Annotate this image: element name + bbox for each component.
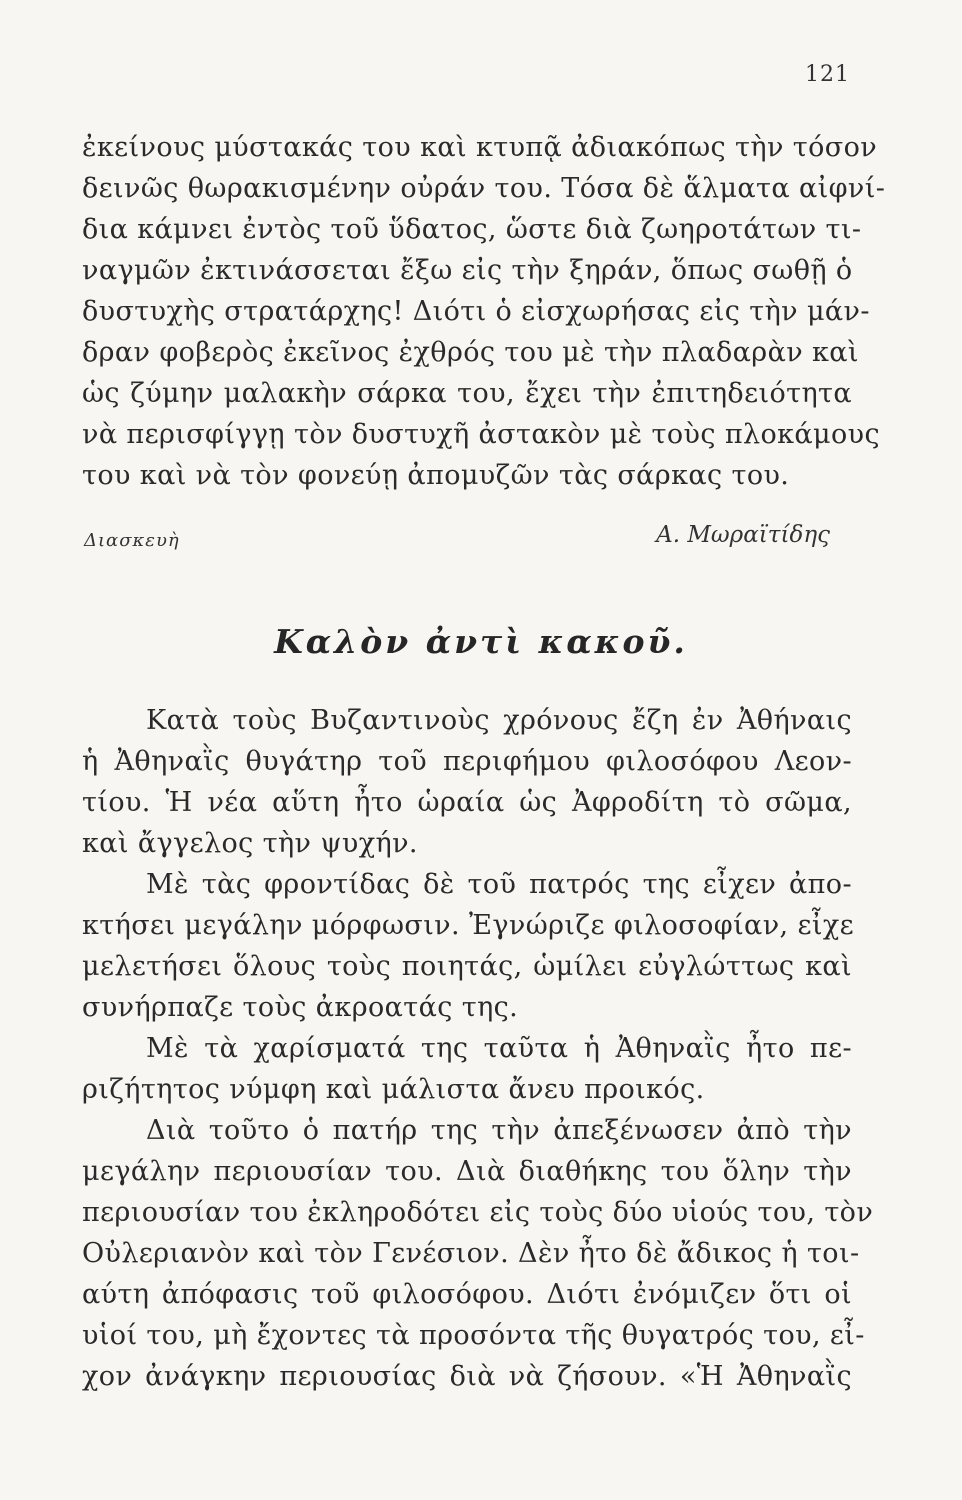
text-line: δεινῶς θωρακισμένην οὐράν του. Τόσα δὲ ἅλματα αἰφνί- (82, 173, 886, 204)
text-line: κτήσει μεγάλην μόρφωσιν. Ἐγνώριζε φιλοσοφίαν, εἶχε (82, 910, 854, 941)
text-line: καὶ ἄγγελος τὴν ψυχήν. (82, 828, 418, 859)
text-line: ναγμῶν ἐκτινάσσεται ἔξω εἰς τὴν ξηράν, ὅπως σωθῇ ὁ (82, 255, 853, 286)
text-line: Κατὰ τοὺς Βυζαντινοὺς χρόνους ἔζη ἐν Ἀθήναις (146, 705, 852, 736)
text-line: ριζήτητος νύμφη καὶ μάλιστα ἄνευ προικός. (82, 1074, 705, 1105)
text-line: χον ἀνάγκην περιουσίας διὰ νὰ ζήσουν. «Ἡ Ἀθηναῒς (82, 1361, 852, 1392)
adaptation-label: Διασκευὴ (84, 530, 180, 551)
text-line: τίου. Ἡ νέα αὕτη ἦτο ὡραία ὡς Ἀφροδίτη τὸ σῶμα, (82, 787, 852, 818)
text-line: του καὶ νὰ τὸν φονεύῃ ἀπομυζῶν τὰς σάρκας του. (82, 460, 790, 491)
text-line: αύτη ἀπόφασις τοῦ φιλοσόφου. Διότι ἐνόμιζεν ὅτι οἱ (82, 1279, 852, 1310)
text-line: Μὲ τὰ χαρίσματά της ταῦτα ἡ Ἀθηναῒς ἦτο πε- (146, 1033, 852, 1064)
text-line: συνήρπαζε τοὺς ἀκροατάς της. (82, 992, 519, 1023)
previous-story-text (82, 127, 886, 496)
text-line: νὰ περισφίγγῃ τὸν δυστυχῆ ἀστακὸν μὲ τοὺς πλοκάμους (82, 419, 880, 450)
text-line: ἐκείνους μύστακάς του καὶ κτυπᾷ ἀδιακόπως τὴν τόσον (82, 132, 878, 163)
author-name: Α. Μωραϊτίδης (656, 522, 830, 548)
text-line: δυστυχὴς στρατάρχης! Διότι ὁ εἰσχωρήσας εἰς τὴν μάν- (82, 296, 870, 327)
text-line: δια κάμνει ἐντὸς τοῦ ὕδατος, ὥστε διὰ ζωηροτάτων τι- (82, 214, 862, 245)
text-line: περιουσίαν του ἐκληροδότει εἰς τοὺς δύο υἱούς του, τὸν (82, 1197, 874, 1228)
text-line: Διὰ τοῦτο ὁ πατήρ της τὴν ἀπεξένωσεν ἀπὸ τὴν (146, 1115, 852, 1146)
page-number: 121 (805, 62, 850, 87)
text-line: ὡς ζύμην μαλακὴν σάρκα του, ἔχει τὴν ἐπιτηδειότητα (82, 378, 852, 409)
text-line: μελετήσει ὅλους τοὺς ποιητάς, ὡμίλει εὐγλώττως καὶ (82, 951, 852, 982)
attribution-row (82, 520, 852, 560)
story-text (82, 700, 874, 1397)
story-title: Καλὸν ἀντὶ κακοῦ. (274, 622, 688, 661)
text-line: υἱοί του, μὴ ἔχοντες τὰ προσόντα τῆς θυγατρός του, εἶ- (82, 1320, 865, 1351)
text-line: μεγάλην περιουσίαν του. Διὰ διαθήκης του ὅλην τὴν (82, 1156, 852, 1187)
text-line: δραν φοβερὸς ἐκεῖνος ἐχθρός του μὲ τὴν πλαδαρὰν καὶ (82, 337, 859, 368)
text-line: Μὲ τὰς φροντίδας δὲ τοῦ πατρός της εἶχεν ἀπο- (146, 869, 852, 900)
text-line: ἡ Ἀθηναῒς θυγάτηρ τοῦ περιφήμου φιλοσόφου Λεον- (82, 746, 852, 777)
text-line: Οὐλεριανὸν καὶ τὸν Γενέσιον. Δὲν ἦτο δὲ ἄδικος ἡ τοι- (82, 1238, 860, 1269)
